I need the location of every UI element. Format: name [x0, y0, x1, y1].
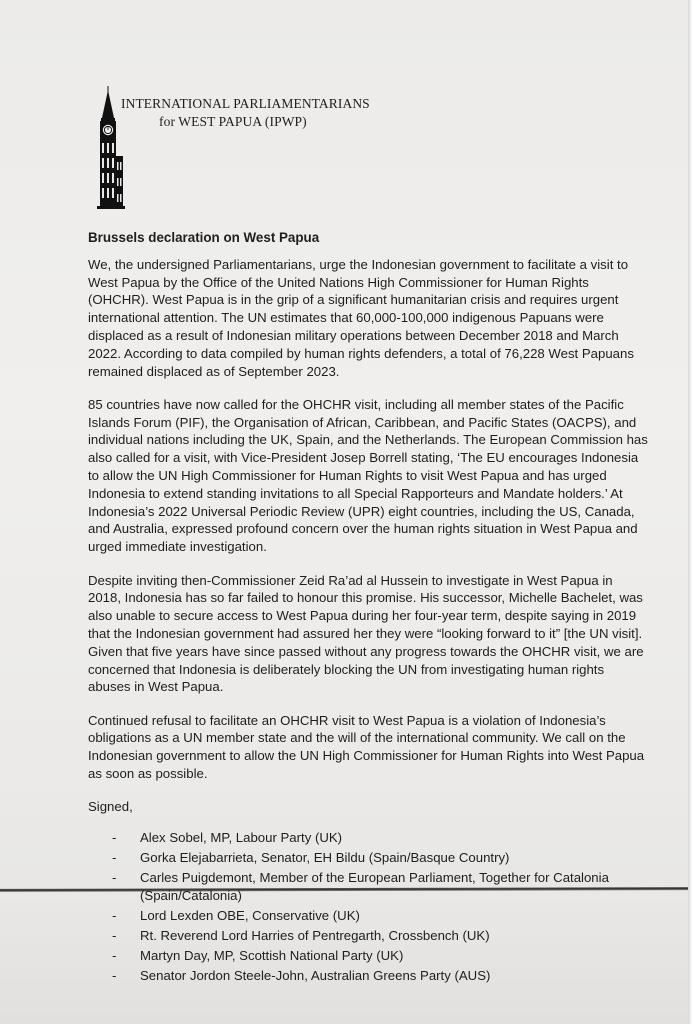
signatory-name: Senator Jordon Steele-John, Australian Greens Party (AUS): [140, 967, 491, 983]
list-bullet: -: [112, 907, 117, 923]
paragraph-2: 85 countries have now called for the OHCHR visit, including all member states of the Pacific Islands Forum (PIF), the Organisation of African, Caribbean, and Pacific States (OACPS), and individual nations including the UK, Spain, and the Netherlands. The European Commission has also called for a visit, with Vice-President Josep Borrell stating, ‘The EU encourages Indonesia to allow the UN High Commissioner for Human Rights to visit West Papua and has urged Indonesia to extend standing invitations to all Special Rapporteurs and Mandate holders.’ At Indonesia’s 2022 Universal Periodic Review (UPR) eight countries, including the US, Canada, and Australia, expressed profound concern over the human rights situation in West Papua and urged immediate investigation.: [88, 396, 648, 555]
signatory-item: [112, 869, 648, 905]
organization-name: [121, 95, 370, 131]
paper-edge: [688, 0, 692, 1024]
signatory-item: [112, 947, 648, 965]
letter-body: [88, 229, 648, 987]
document-title: Brussels declaration on West Papua: [88, 230, 320, 245]
signatory-list: [88, 829, 648, 985]
list-bullet: -: [112, 830, 117, 846]
signed-label: Signed,: [88, 799, 133, 815]
paragraph-3: Despite inviting then-Commissioner Zeid Ra’ad al Hussein to investigate in West Papua in 2018, Indonesia has so far failed to honour this promise. His successor, Michelle Bachelet, was also unable to secure access to West Papua during her four-year term, despite saying in 2019 that the Indonesian government had assured her they were “looking forward to it” [the UN visit]. Given that five years have since passed without any progress towards the OHCHR visit, we are concerned that Indonesia is deliberately blocking the UN from investigating human rights abuses in West Papua.: [88, 572, 644, 695]
signatory-name: Lord Lexden OBE, Conservative (UK): [140, 907, 360, 923]
signatory-name: Carles Puigdemont, Member of the European Parliament, Together for Catalonia (Spain/Catalonia): [140, 870, 609, 903]
signatory-name: Gorka Elejabarrieta, Senator, EH Bildu (Spain/Basque Country): [140, 850, 510, 866]
signatory-item: [112, 967, 648, 985]
signatory-item: [112, 849, 648, 867]
signatory-name: Martyn Day, MP, Scottish National Party (UK): [140, 947, 404, 963]
list-bullet: -: [112, 850, 117, 866]
signatory-item: [112, 907, 648, 925]
list-bullet: -: [112, 947, 117, 963]
paragraph-4: Continued refusal to facilitate an OHCHR visit to West Papua is a violation of Indonesia’s obligations as a UN member state and the will of the international community. We call on the Indonesian government to allow the UN High Commissioner for Human Rights into West Papua as soon as possible.: [88, 712, 645, 782]
organization-name-line1: INTERNATIONAL PARLIAMENTARIANS: [121, 96, 370, 111]
organization-name-line2: for WEST PAPUA (IPWP): [159, 114, 307, 129]
list-bullet: -: [112, 870, 117, 886]
signatory-item: [112, 829, 648, 847]
signatory-name: Alex Sobel, MP, Labour Party (UK): [140, 830, 343, 846]
paragraph-1: We, the undersigned Parliamentarians, urge the Indonesian government to facilitate a visit to West Papua by the Office of the United Nations High Commissioner for Human Rights (OHCHR). West Papua is in the grip of a significant humanitarian crisis and requires urgent international attention. The UN estimates that 60,000-100,000 indigenous Papuans were displaced as a result of Indonesian military operations between December 2018 and March 2022. According to data compiled by human rights defenders, a total of 76,228 West Papuans remained displaced as of September 2023.: [88, 256, 634, 379]
signatory-name: Rt. Reverend Lord Harries of Pentregarth, Crossbench (UK): [140, 927, 490, 943]
signatory-item: [112, 927, 648, 945]
list-bullet: -: [112, 967, 117, 983]
list-bullet: -: [112, 927, 117, 943]
